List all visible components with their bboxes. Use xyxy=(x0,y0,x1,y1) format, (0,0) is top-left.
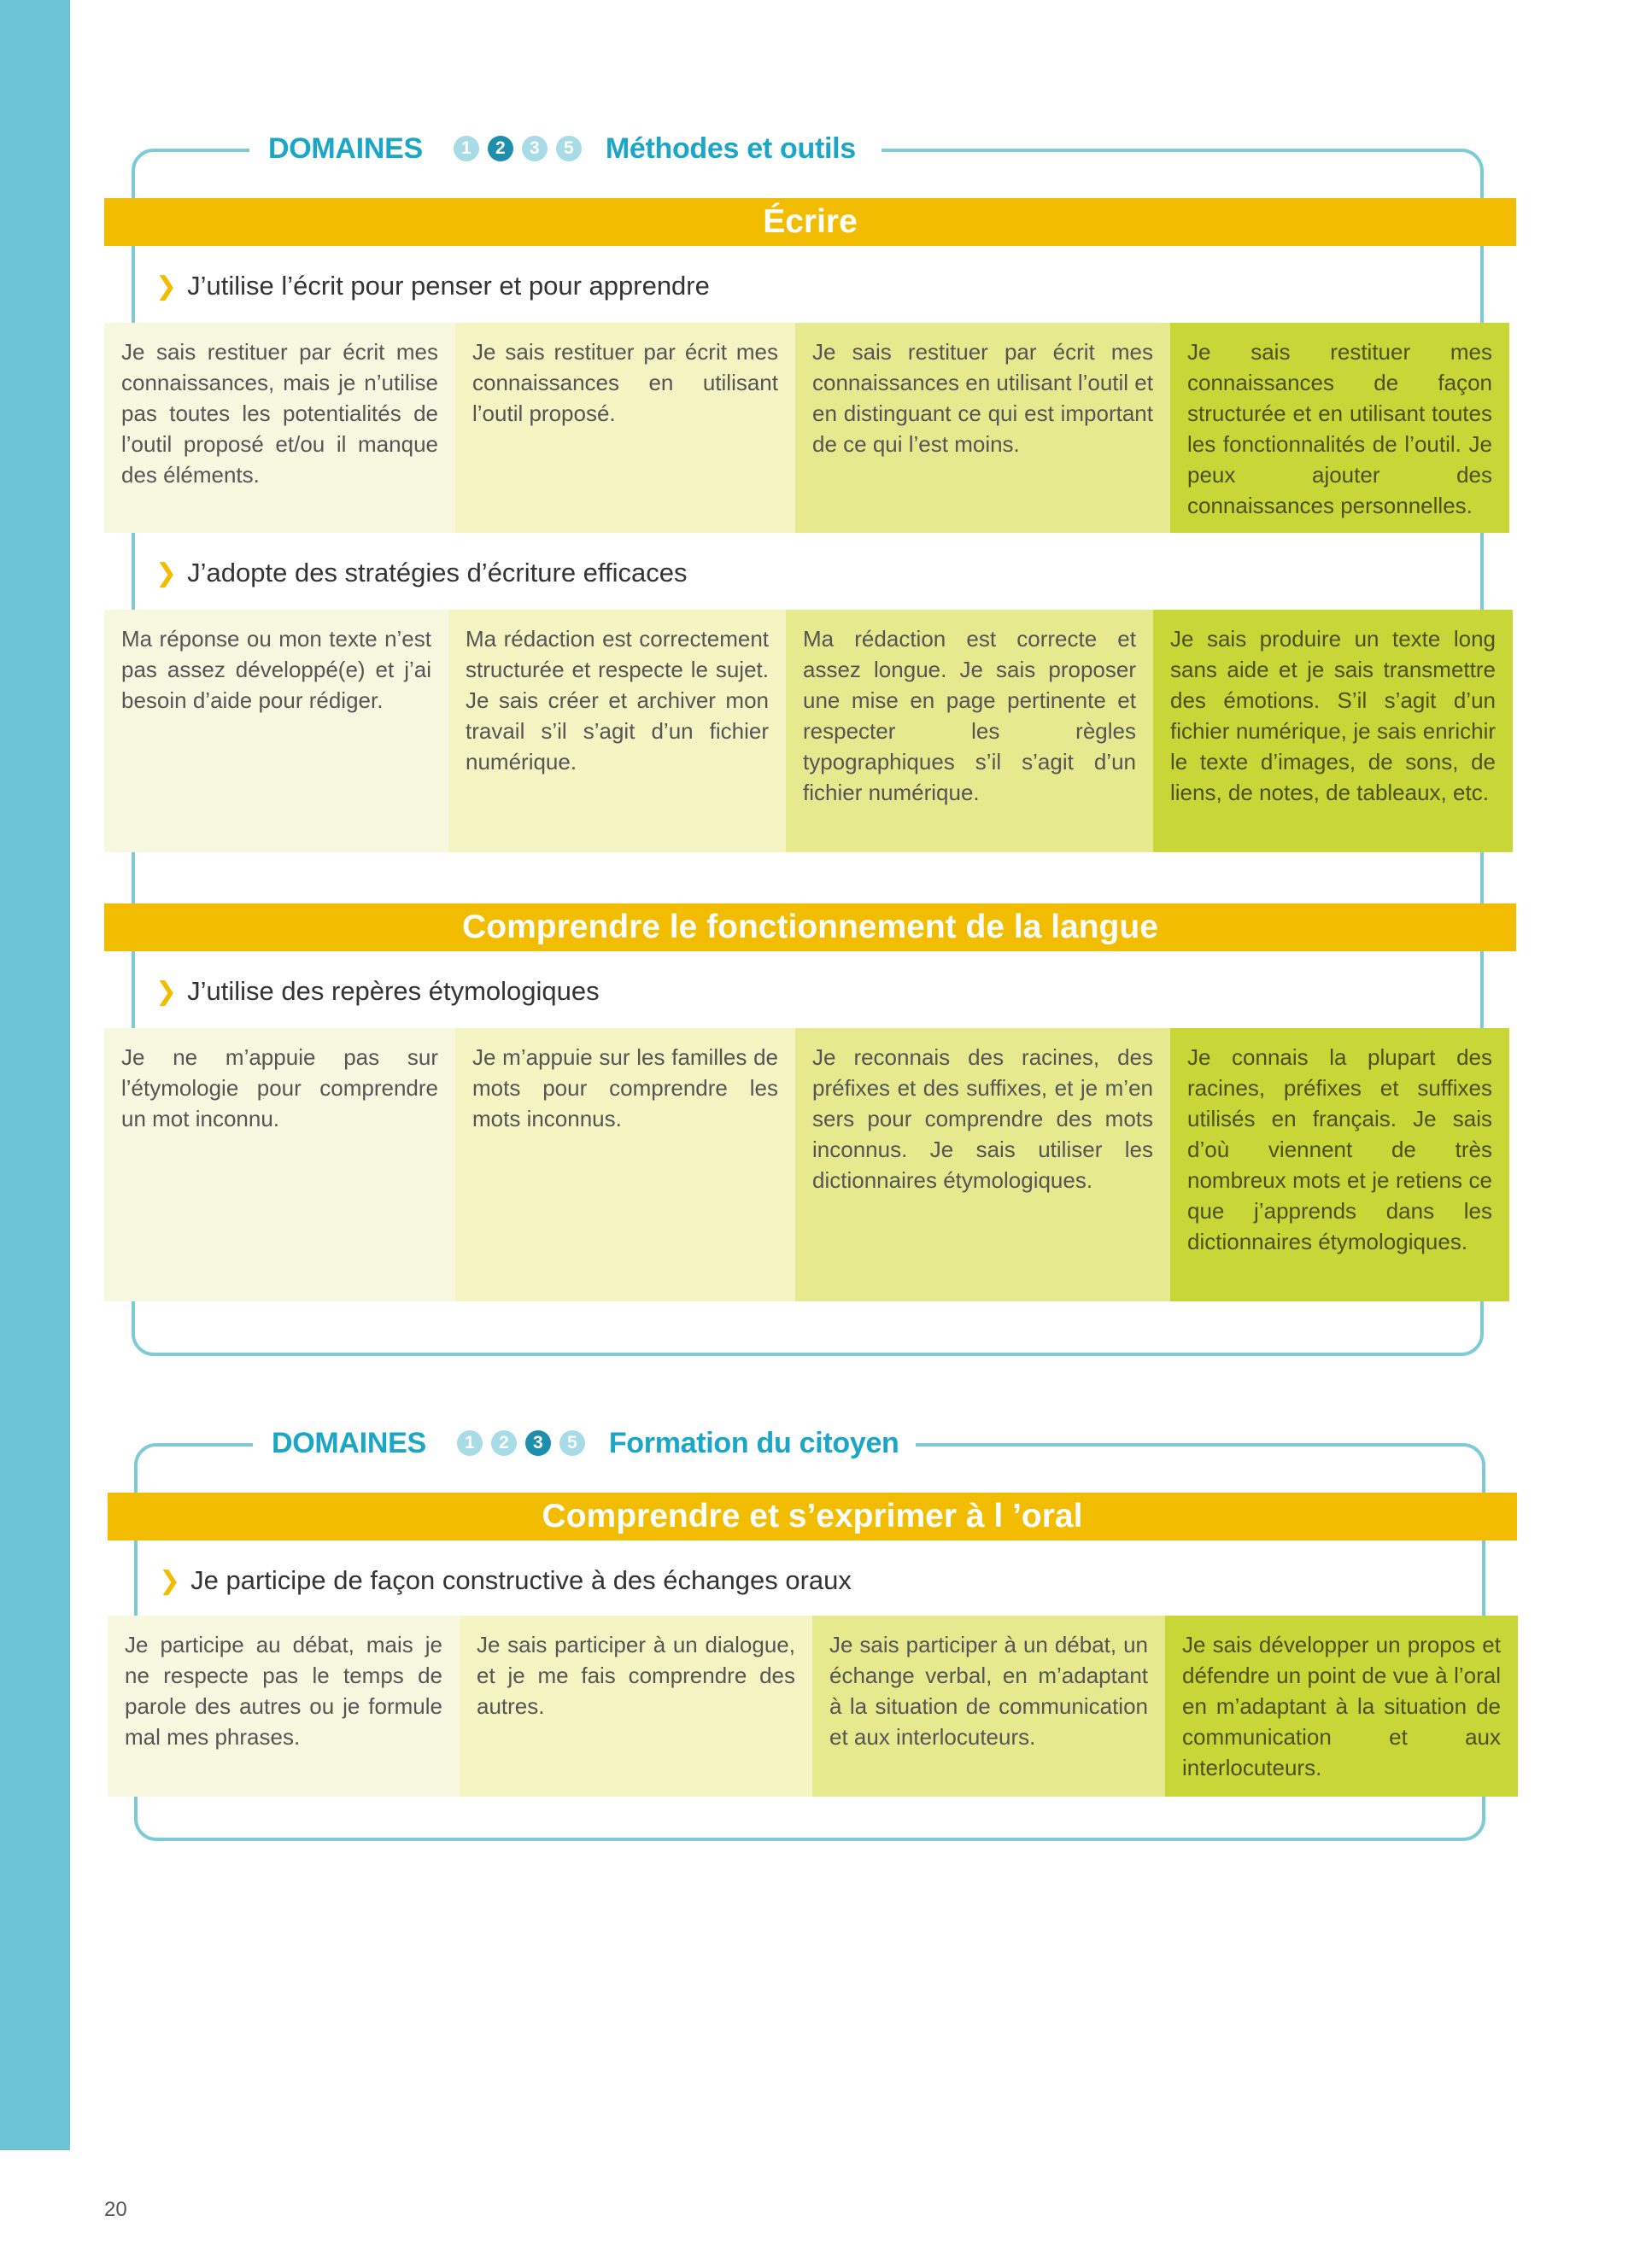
band-title: Comprendre et s’exprimer à l ’oral xyxy=(108,1493,1517,1540)
chevron-right-icon: ❯ xyxy=(155,977,178,1006)
domain-label: DOMAINES xyxy=(272,1426,426,1459)
skill-level-row xyxy=(104,323,1509,533)
skill-level-row xyxy=(104,610,1513,852)
domain-label: DOMAINES xyxy=(268,132,423,165)
domain-number-3-active: 3 xyxy=(525,1430,551,1456)
left-margin-stripe xyxy=(0,0,70,2150)
domain-number-1: 1 xyxy=(457,1430,483,1456)
level-4-cell: Je connais la plupart des racines, préfixes et suffixes utilisés en français. Je sais d’où viennent de très nombreux mots et je retiens ce que j’apprends dans les dictionnaires étymologiques. xyxy=(1170,1028,1509,1301)
domain-number-list xyxy=(454,136,582,161)
skill-heading xyxy=(155,972,600,1011)
level-1-cell: Ma réponse ou mon texte n’est pas assez développé(e) et j’ai besoin d’aide pour rédiger. xyxy=(104,610,448,852)
domain-number-5: 5 xyxy=(556,136,582,161)
level-1-cell: Je sais restituer par écrit mes connaissances, mais je n’utilise pas toutes les potentialités de l’outil proposé et/ou il manque des éléments. xyxy=(104,323,455,533)
domain-number-2-active: 2 xyxy=(488,136,513,161)
level-3-cell: Je sais restituer par écrit mes connaissances en utilisant l’outil et en distinguant ce qui est important de ce qui l’est moins. xyxy=(795,323,1170,533)
chevron-right-icon: ❯ xyxy=(155,558,178,587)
skill-heading-text: J’adopte des stratégies d’écriture efficaces xyxy=(187,558,688,587)
level-4-cell: Je sais produire un texte long sans aide et je sais transmettre des émotions. S’il s’agit d’un fichier numérique, je sais enrichir le texte d’images, de sons, de liens, de notes, de tableaux, etc. xyxy=(1153,610,1513,852)
domain-number-1: 1 xyxy=(454,136,479,161)
skill-heading-text: J’utilise l’écrit pour penser et pour apprendre xyxy=(187,271,710,301)
level-4-cell: Je sais restituer mes connaissances de façon structurée et en utilisant toutes les fonctionnalités de l’outil. Je peux ajouter des connaissances personnelles. xyxy=(1170,323,1509,533)
level-1-cell: Je participe au débat, mais je ne respecte pas le temps de parole des autres ou je formule mal mes phrases. xyxy=(108,1616,460,1797)
level-2-cell: Je sais restituer par écrit mes connaissances en utilisant l’outil proposé. xyxy=(455,323,795,533)
skill-heading xyxy=(155,266,710,306)
level-2-cell: Je m’appuie sur les familles de mots pour comprendre les mots inconnus. xyxy=(455,1028,795,1301)
level-2-cell: Je sais participer à un dialogue, et je me fais comprendre des autres. xyxy=(460,1616,812,1797)
skill-heading-text: Je participe de façon constructive à des échanges oraux xyxy=(190,1565,852,1595)
domain-number-5: 5 xyxy=(559,1430,585,1456)
skill-heading-text: J’utilise des repères étymologiques xyxy=(187,976,600,1006)
domain-header xyxy=(272,1423,899,1464)
skill-level-row xyxy=(104,1028,1509,1301)
level-1-cell: Je ne m’appuie pas sur l’étymologie pour comprendre un mot inconnu. xyxy=(104,1028,455,1301)
domain-number-2: 2 xyxy=(491,1430,517,1456)
domain-number-3: 3 xyxy=(522,136,548,161)
domain-number-list xyxy=(457,1430,585,1456)
domain-title: Formation du citoyen xyxy=(608,1426,899,1459)
domain-title: Méthodes et outils xyxy=(605,132,856,165)
chevron-right-icon: ❯ xyxy=(159,1566,181,1595)
page-number: 20 xyxy=(104,2198,127,2221)
skill-level-row xyxy=(108,1616,1518,1797)
level-2-cell: Ma rédaction est correctement structurée et respecte le sujet. Je sais créer et archiver mon travail s’il s’agit d’un fichier numérique. xyxy=(448,610,786,852)
skill-heading xyxy=(155,553,687,593)
chevron-right-icon: ❯ xyxy=(155,272,178,301)
level-3-cell: Ma rédaction est correcte et assez longue. Je sais proposer une mise en page pertinente et respecter les règles typographiques s’il s’agit d’un fichier numérique. xyxy=(786,610,1153,852)
skill-heading xyxy=(159,1561,852,1600)
band-title: Écrire xyxy=(104,198,1516,246)
level-4-cell: Je sais développer un propos et défendre un point de vue à l’oral en m’adaptant à la situation de communication et aux interlocuteurs. xyxy=(1165,1616,1518,1797)
level-3-cell: Je reconnais des racines, des préfixes et des suffixes, et je m’en sers pour comprendre des mots inconnus. Je sais utiliser les dictionnaires étymologiques. xyxy=(795,1028,1170,1301)
domain-header xyxy=(268,128,856,169)
band-title: Comprendre le fonctionnement de la langue xyxy=(104,903,1516,951)
level-3-cell: Je sais participer à un débat, un échange verbal, en m’adaptant à la situation de communication et aux interlocuteurs. xyxy=(812,1616,1165,1797)
